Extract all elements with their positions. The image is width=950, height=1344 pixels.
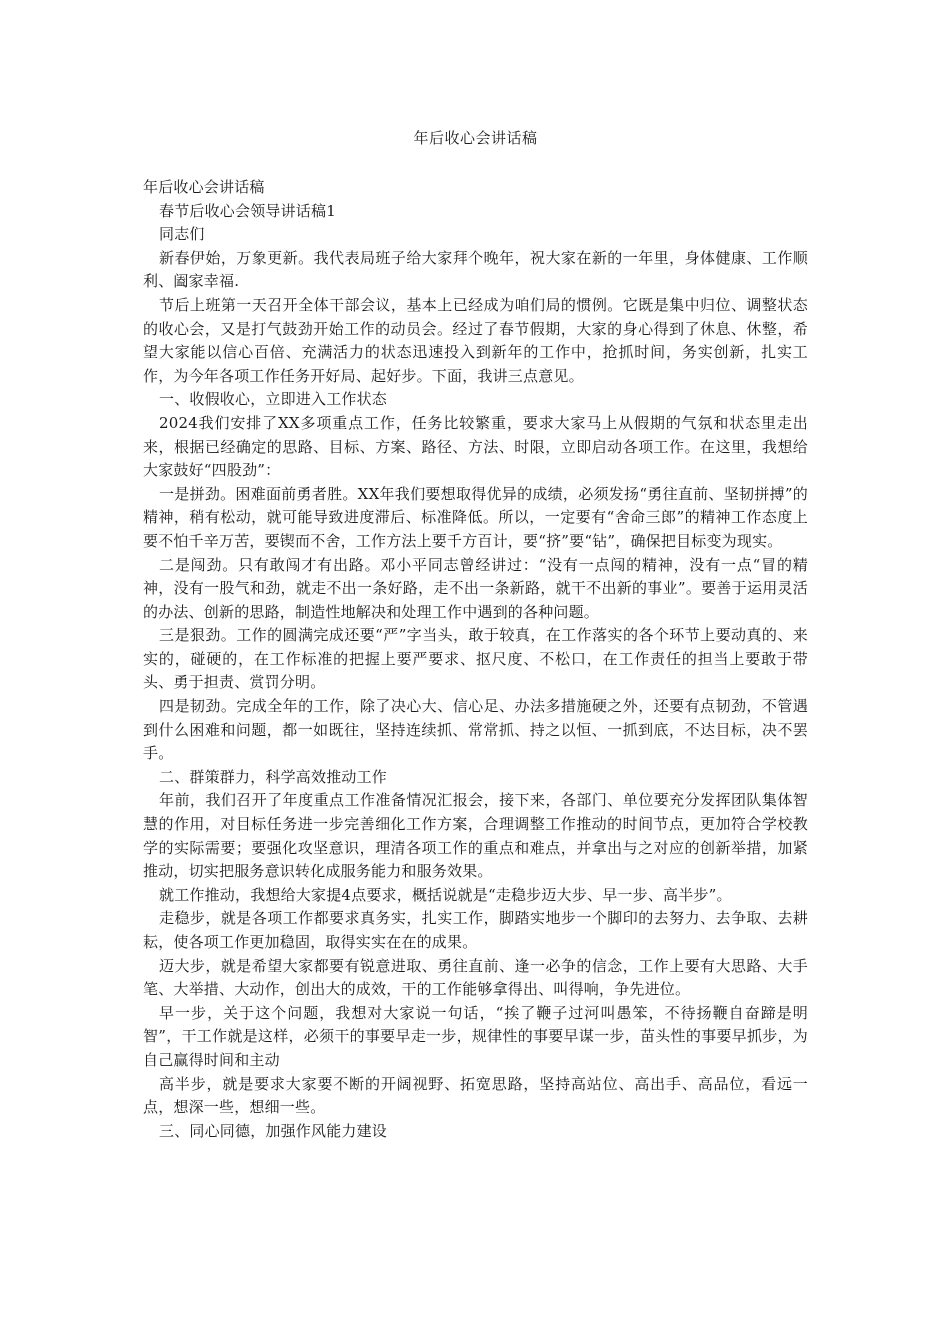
paragraph: 年前，我们召开了年度重点工作准备情况汇报会，接下来，各部门、单位要充分发挥团队集体智慧的作用，对目标任务进一步完善细化工作方案，合理调整工作推动的时间节点，更加符合学校教学的实际需要；要强化攻坚意识，理清各项工作的重点和难点，并拿出与之对应的创新举措，加紧推动，切实把服务意识转化成服务能力和服务效果。 — [143, 791, 808, 881]
paragraph: 三是狠劲。工作的圆满完成还要“严”字当头，敢于较真，在工作落实的各个环节上要动真的、来实的，碰硬的，在工作标准的把握上要严要求、抠尺度、不松口，在工作责任的担当上要敢于带头、勇于担责、赏罚分明。 — [143, 626, 808, 692]
document-title: 年后收心会讲话稿 — [413, 129, 538, 147]
paragraph: 三、同心同德，加强作风能力建设 — [159, 1121, 388, 1140]
paragraph: 新春伊始，万象更新。我代表局班子给大家拜个晚年，祝大家在新的一年里，身体健康、工作顺利、阖家幸福. — [143, 248, 808, 291]
paragraph: 走稳步，就是各项工作都要求真务实，扎实工作，脚踏实地步一个脚印的去努力、去争取、去耕耘，使各项工作更加稳固，取得实实在在的成果。 — [143, 909, 808, 951]
paragraph: 四是韧劲。完成全年的工作，除了决心大、信心足、办法多措施硬之外，还要有点韧劲，不管遇到什么困难和问题，都一如既往，坚持连续抓、常常抓、持之以恒、一抓到底，不达目标，决不罢手。 — [143, 697, 808, 763]
paragraph: 一、收假收心，立即进入工作状态 — [159, 390, 388, 409]
paragraph: 就工作推动，我想给大家提4点要求，概括说就是“走稳步迈大步、早一步、高半步”。 — [159, 885, 732, 904]
paragraph: 二、群策群力，科学高效推动工作 — [159, 767, 388, 786]
paragraph: 高半步，就是要求大家要不断的开阔视野、拓宽思路，坚持高站位、高出手、高品位，看远一点，想深一些，想细一些。 — [143, 1074, 808, 1117]
paragraph: 一是拼劲。困难面前勇者胜。XX年我们要想取得优异的成绩，必须发扬“勇往直前、坚韧拼搏”的精神，稍有松动，就可能导致进度滞后、标准降低。所以，一定要有“舍命三郎”的精神工作态度上要不怕千辛万苦，要锲而不舍，工作方法上要千方百计，要“挤”要“钻”，确保把目标变为现实。 — [143, 484, 808, 550]
paragraph: 迈大步，就是希望大家都要有锐意进取、勇往直前、逢一必争的信念，工作上要有大思路、大手笔、大举措、大动作，创出大的成效，干的工作能够拿得出、叫得响，争先进位。 — [143, 956, 808, 999]
document-subtitle: 年后收心会讲话稿 — [143, 178, 265, 196]
paragraph: 节后上班第一天召开全体干部会议，基本上已经成为咱们局的惯例。它既是集中归位、调整状态的收心会，又是打气鼓劲开始工作的动员会。经过了春节假期，大家的身心得到了休息、休整，希望大家能以信心百倍、充满活力的状态迅速投入到新年的工作中，抢抓时间，务实创新，扎实工作，为今年各项工作任务开好局、起好步。下面，我讲三点意见。 — [143, 295, 808, 385]
document-body — [143, 176, 808, 1143]
paragraph: 春节后收心会领导讲话稿1 — [159, 201, 336, 220]
paragraph: 2024我们安排了XX多项重点工作，任务比较繁重，要求大家马上从假期的气氛和状态里走出来，根据已经确定的思路、目标、方案、路径、方法、时限，立即启动各项工作。在这里，我想给大家鼓好“四股劲”： — [143, 413, 808, 480]
paragraph: 早一步，关于这个问题，我想对大家说一句话，“挨了鞭子过河叫愚笨，不待扬鞭自奋蹄是明智”，干工作就是这样，必须干的事要早走一步，规律性的事要早谋一步，苗头性的事要早抓步，为自己赢得时间和主动 — [143, 1003, 808, 1069]
paragraph: 二是闯劲。只有敢闯才有出路。邓小平同志曾经讲过：“没有一点闯的精神，没有一点“冒的精神，没有一股气和劲，就走不出一条好路，走不出一条新路，就干不出新的事业”。要善于运用灵活的办法、创新的思路，制造性地解决和处理工作中遇到的各种问题。 — [143, 555, 808, 621]
paragraph: 同志们 — [159, 225, 205, 244]
